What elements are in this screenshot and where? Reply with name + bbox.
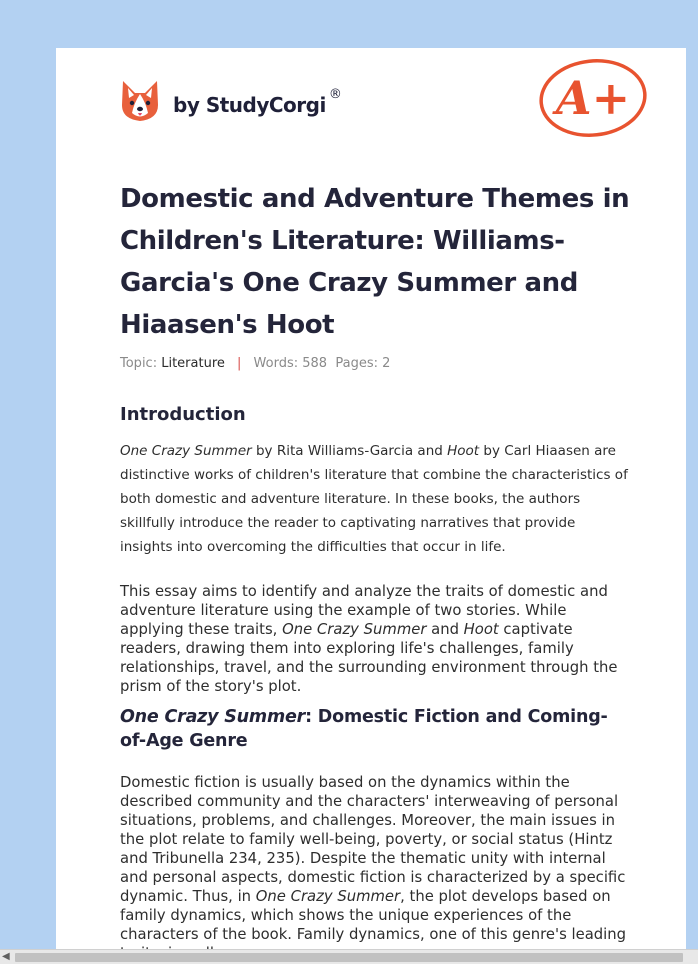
a-plus-grade-icon [538, 58, 648, 142]
words-label: Words: [253, 356, 299, 371]
topic-link[interactable]: Literature [161, 356, 225, 371]
pages-count: 2 [382, 356, 391, 371]
scrollbar-thumb[interactable] [15, 953, 683, 962]
document-page [56, 48, 686, 964]
horizontal-scrollbar[interactable] [0, 949, 698, 964]
svg-text:A+: A+ [555, 71, 631, 125]
topic-label: Topic: [120, 356, 158, 371]
paragraph: One Crazy Summer by Rita Williams-Garcia and Hoot by Carl Hiaasen are distinctive works of children's literature that combine the characteristics of both domestic and adventure literature. In these books, the authors skillfully introduce the reader to captivating narratives that provide insights into overcoming the difficulties that occur in life. [120, 443, 628, 555]
scroll-left-icon[interactable]: ◀ [2, 951, 10, 962]
studycorgi-logo[interactable] [120, 76, 341, 126]
page-title: Domestic and Adventure Themes in Children's Literature: Williams-Garcia's One Crazy Summer and Hiaasen's Hoot [120, 184, 630, 340]
section-heading-introduction: Introduction [120, 404, 246, 425]
article-meta [120, 356, 630, 371]
paragraph: Domestic fiction is usually based on the dynamics within the described community and the characters' interweaving of personal situations, problems, and challenges. Moreover, the main issues in the plot relate to family well-being, poverty, or social status (Hintz and Tribunella 234, 235). Despite the thematic unity with internal and personal aspects, domestic fiction is characterized by a specific dynamic. Thus, in One Crazy Summer, the plot develops based on family dynamics, which shows the unique experiences of the characters of the book. Family dynamics, one of this genre's leading [120, 774, 627, 943]
corgi-icon [120, 79, 160, 123]
words-count: 588 [302, 356, 328, 371]
brand-name: by StudyCorgi ® [173, 87, 342, 117]
meta-separator: | [237, 356, 242, 371]
paragraph: This essay aims to identify and analyze the traits of domestic and adventure literature using the example of two stories. While applying these traits, One Crazy Summer and Hoot captivate readers, drawing them into exploring life's challenges, family relationships, travel, and the surrounding environment through the prism of the story's plot. [120, 583, 618, 695]
article [120, 178, 630, 963]
pages-label: Pages: [335, 356, 378, 371]
section-heading-domestic-fiction: One Crazy Summer: Domestic Fiction and Coming-of-Age Genre [120, 707, 608, 751]
